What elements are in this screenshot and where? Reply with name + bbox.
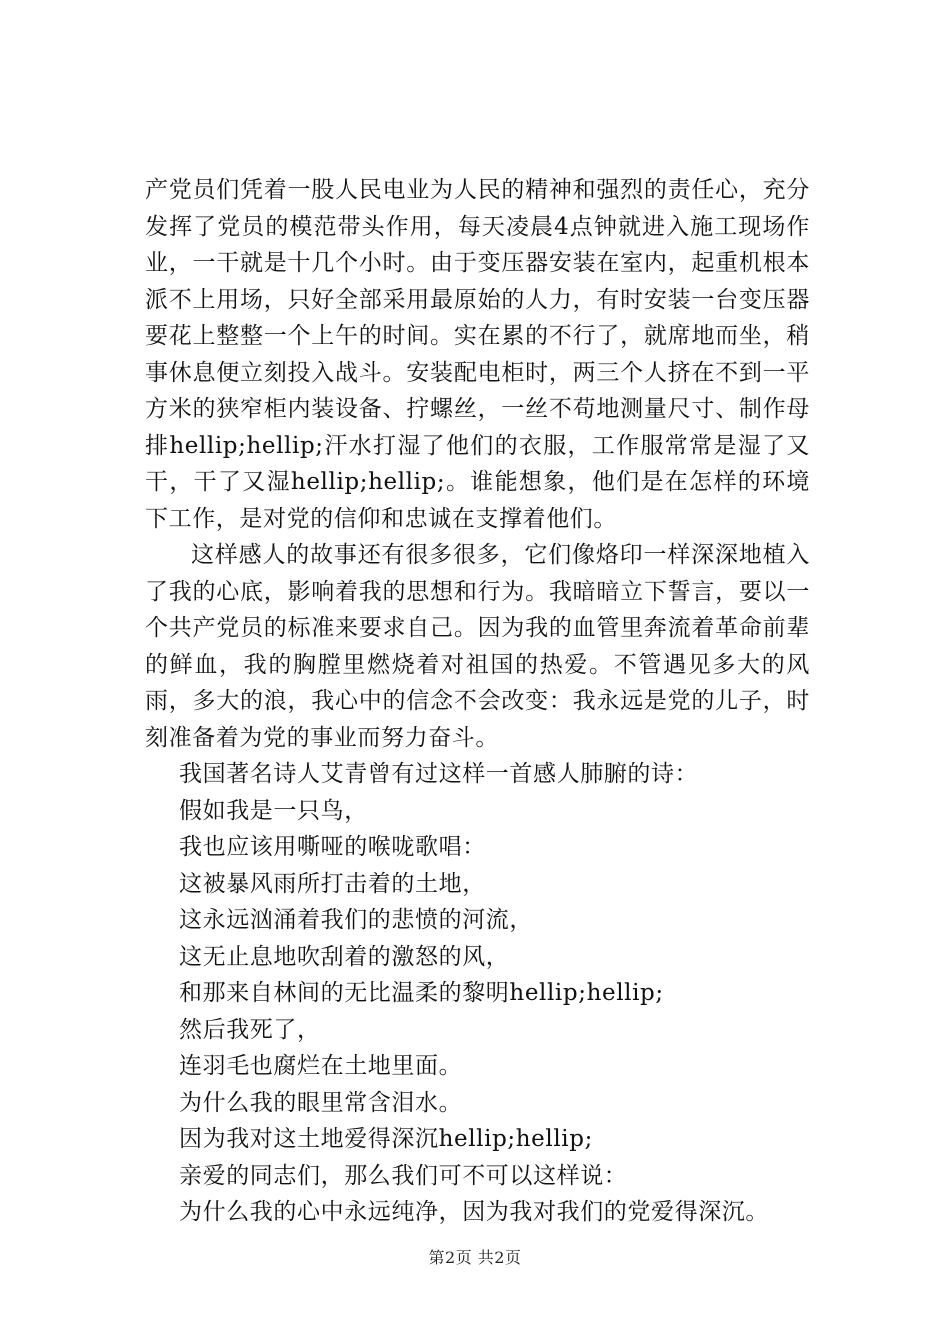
poem-line: 这无止息地吹刮着的激怒的风， xyxy=(179,943,510,970)
poem-line: 因为我对这土地爱得深沉hellip;hellip; xyxy=(179,1126,593,1152)
poem-line: 假如我是一只鸟， xyxy=(179,797,368,824)
page-number-footer: 第2页 共2页 xyxy=(428,1248,522,1267)
document-body xyxy=(145,172,810,1231)
body-paragraph: 产党员们凭着一股人民电业为人民的精神和强烈的责任心，充分发挥了党员的模范带头作用，每天凌晨4点钟就进入施工现场作业，一干就是十几个小时。由于变压器安装在室内，起重机根本派不上用场，只好全部采用最原始的人力，有时安装一台变压器要花上整整一个上午的时间。实在累的不行了，就席地而坐，稍事休息便立刻投入战斗。安装配电柜时，两三个人挤在不到一平方米的狭窄柜内装设备、拧螺丝，一丝不苟地测量尺寸、制作母排hellip;hellip;汗水打湿了他们的衣服，工作服常常是湿了又干，干了又湿hellip;hellip;。谁能想象，他们是在怎样的环境下工作，是对党的信仰和忠诚在支撑着他们。 xyxy=(145,177,810,532)
poem-line: 这被暴风雨所打击着的土地， xyxy=(179,870,486,897)
body-paragraph: 这样感人的故事还有很多很多，它们像烙印一样深深地植入了我的心底，影响着我的思想和行为。我暗暗立下誓言，要以一个共产党员的标准来要求自己。因为我的血管里奔流着革命前辈的鲜血，我的胸膛里燃烧着对祖国的热爱。不管遇见多大的风雨，多大的浪，我心中的信念不会改变：我永远是党的儿子，时刻准备着为党的事业而努力奋斗。 xyxy=(145,542,810,751)
poem-line: 连羽毛也腐烂在土地里面。 xyxy=(179,1053,463,1079)
closing-line: 为什么我的心中永远纯净，因为我对我们的党爱得深沉。 xyxy=(179,1199,769,1225)
poem-line: 然后我死了， xyxy=(179,1016,321,1043)
poem-intro-line: 我国著名诗人艾青曾有过这样一首感人肺腑的诗： xyxy=(179,761,699,787)
poem-line: 我也应该用嘶哑的喉咙歌唱： xyxy=(179,834,486,860)
closing-line: 亲爱的同志们，那么我们可不可以这样说： xyxy=(179,1162,628,1189)
poem-line: 这永远汹涌着我们的悲愤的河流， xyxy=(179,907,533,933)
poem-line: 和那来自林间的无比温柔的黎明hellip;hellip; xyxy=(179,980,664,1006)
poem-line: 为什么我的眼里常含泪水。 xyxy=(179,1089,463,1116)
